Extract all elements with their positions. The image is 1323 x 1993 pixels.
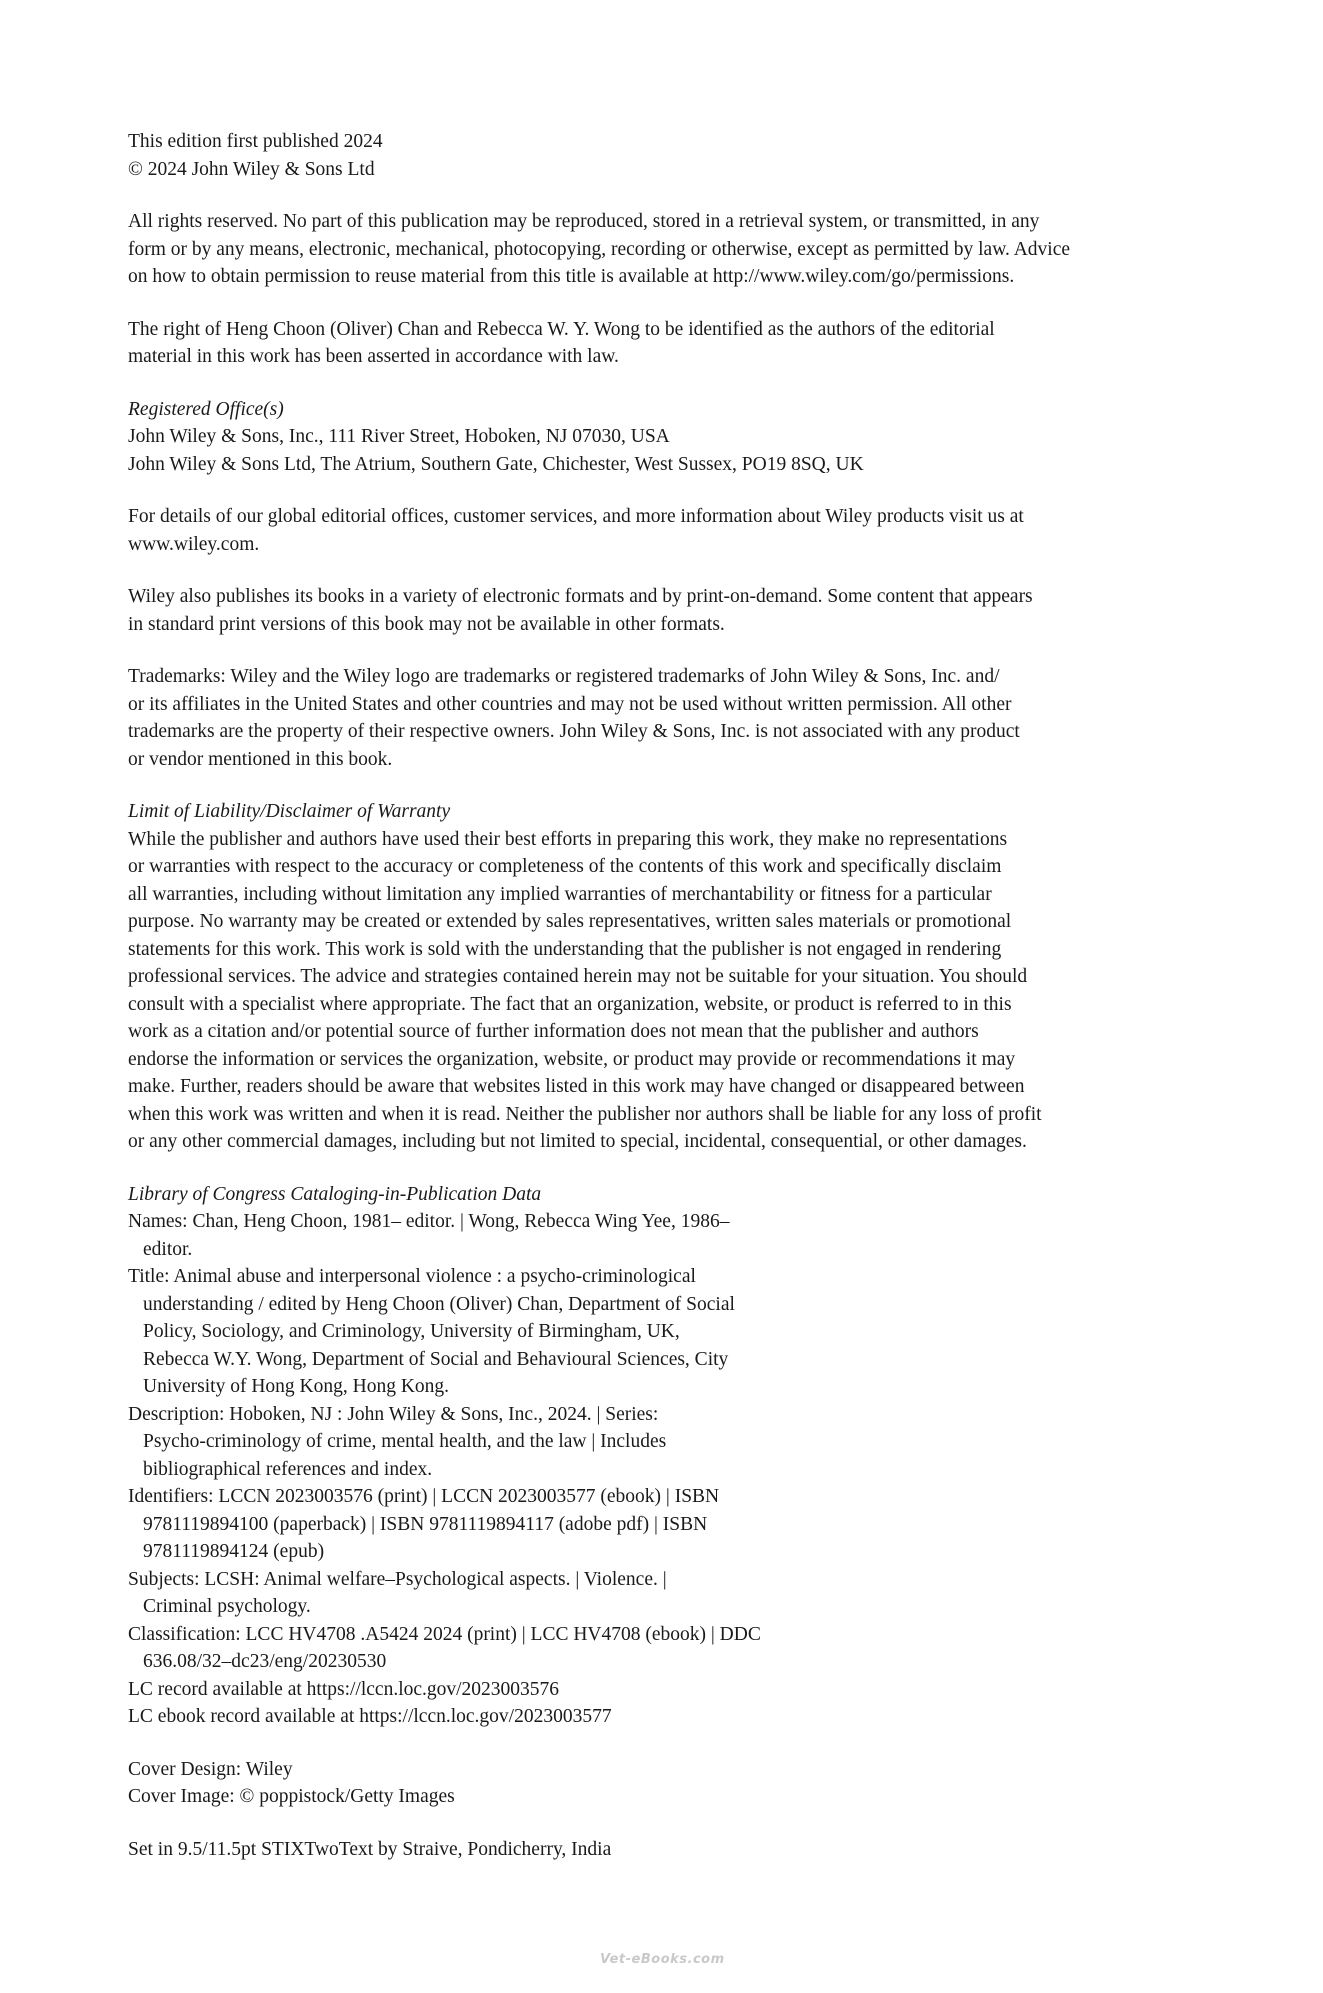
cip-entry-lc-record <box>128 1676 1188 1704</box>
rights-line: on how to obtain permission to reuse material from this title is available at http://www.wiley.com/go/permissions. <box>128 266 1015 287</box>
cip-entry-identifiers <box>128 1483 1188 1566</box>
copyright-page <box>128 128 1188 1888</box>
liability-line: make. Further, readers should be aware that websites listed in this work may have changed or disappeared between <box>128 1076 1025 1097</box>
trademarks-paragraph <box>128 663 1188 773</box>
cip-entry-description <box>128 1401 1188 1484</box>
cip-entry-title <box>128 1263 1188 1401</box>
cip-entry-continuation: University of Hong Kong, Hong Kong. <box>143 1376 450 1397</box>
cip-entry-continuation: 636.08/32–dc23/eng/20230530 <box>143 1651 387 1672</box>
cip-entry-continuation: bibliographical references and index. <box>143 1458 433 1480</box>
cip-entry-continuation: editor. <box>143 1238 193 1260</box>
trademarks-line: Trademarks: Wiley and the Wiley logo are trademarks or registered trademarks of John Wiley & Sons, Inc. and/ <box>128 666 1000 687</box>
liability-line: work as a citation and/or potential source of further information does not mean that the publisher and authors <box>128 1021 979 1042</box>
trademarks-line: or its affiliates in the United States and other countries and may not be used without written permission. All other <box>128 693 1012 715</box>
cip-block <box>128 1181 1188 1731</box>
office-address-uk: John Wiley & Sons Ltd, The Atrium, Southern Gate, Chichester, West Sussex, PO19 8SQ, UK <box>128 453 864 475</box>
formats-line: in standard print versions of this book may not be available in other formats. <box>128 613 725 635</box>
cip-entry-continuation: 9781119894124 (epub) <box>143 1541 325 1562</box>
trademarks-line: or vendor mentioned in this book. <box>128 748 393 770</box>
cip-entry-continuation: understanding / edited by Heng Choon (Oliver) Chan, Department of Social <box>143 1293 735 1315</box>
cip-entry-first-line: Identifiers: LCCN 2023003576 (print) | LCCN 2023003577 (ebook) | ISBN <box>128 1486 720 1507</box>
liability-block <box>128 798 1188 1156</box>
liability-line: consult with a specialist where appropriate. The fact that an organization, website, or product is referred to in this <box>128 993 1012 1015</box>
liability-heading: Limit of Liability/Disclaimer of Warranty <box>128 801 451 822</box>
authors-right-line: material in this work has been asserted in accordance with law. <box>128 346 619 367</box>
rights-paragraph <box>128 208 1188 291</box>
typeset-line: Set in 9.5/11.5pt STIXTwoText by Straive, Pondicherry, India <box>128 1838 612 1860</box>
cip-entry-first-line: Subjects: LCSH: Animal welfare–Psychological aspects. | Violence. | <box>128 1568 667 1590</box>
watermark-logo: Vet-eBooks.com <box>600 1952 725 1967</box>
cip-entry-continuation: Criminal psychology. <box>143 1596 311 1617</box>
liability-line: purpose. No warranty may be created or extended by sales representatives, written sales materials or promotional <box>128 911 1012 932</box>
liability-line: or any other commercial damages, including but not limited to special, incidental, consequential, or other damages. <box>128 1131 1027 1152</box>
cip-entry-first-line: Classification: LCC HV4708 .A5424 2024 (print) | LCC HV4708 (ebook) | DDC <box>128 1623 761 1645</box>
cip-entry-classification <box>128 1621 1188 1676</box>
details-line: For details of our global editorial offices, customer services, and more information about Wiley products visit us at <box>128 506 1024 527</box>
edition-line: This edition first published 2024 <box>128 131 383 152</box>
trademarks-line: trademarks are the property of their respective owners. John Wiley & Sons, Inc. is not associated with any product <box>128 721 1020 742</box>
cip-entry-continuation: Psycho-criminology of crime, mental health, and the law | Includes <box>143 1431 667 1452</box>
cip-entry-continuation: Policy, Sociology, and Criminology, University of Birmingham, UK, <box>143 1321 680 1342</box>
edition-block <box>128 128 1188 183</box>
rights-line: All rights reserved. No part of this publication may be reproduced, stored in a retrieval system, or transmitted, in any <box>128 211 1040 232</box>
cip-entry-subjects <box>128 1566 1188 1621</box>
rights-line: form or by any means, electronic, mechanical, photocopying, recording or otherwise, except as permitted by law. Advice <box>128 238 1070 260</box>
cover-block <box>128 1756 1188 1811</box>
liability-line: when this work was written and when it is read. Neither the publisher nor authors shall be liable for any loss of profit <box>128 1103 1042 1125</box>
cip-entry-first-line: Title: Animal abuse and interpersonal violence : a psycho-criminological <box>128 1266 696 1287</box>
cover-design: Cover Design: Wiley <box>128 1758 293 1780</box>
cip-entry-first-line: Description: Hoboken, NJ : John Wiley & Sons, Inc., 2024. | Series: <box>128 1403 659 1425</box>
details-paragraph <box>128 503 1188 558</box>
cip-entry-lc-ebook-record <box>128 1703 1188 1731</box>
cip-entry-first-line: LC record available at https://lccn.loc.gov/2023003576 <box>128 1678 560 1700</box>
cip-entry-first-line: Names: Chan, Heng Choon, 1981– editor. | Wong, Rebecca Wing Yee, 1986– <box>128 1211 730 1232</box>
formats-line: Wiley also publishes its books in a variety of electronic formats and by print-on-demand. Some content that appears <box>128 586 1033 607</box>
liability-line: all warranties, including without limitation any implied warranties of merchantability or fitness for a particular <box>128 883 992 905</box>
cip-entry-continuation: Rebecca W.Y. Wong, Department of Social and Behavioural Sciences, City <box>143 1348 729 1370</box>
cip-entry-first-line: LC ebook record available at https://lccn.loc.gov/2023003577 <box>128 1706 612 1727</box>
formats-paragraph <box>128 583 1188 638</box>
registered-office-block <box>128 396 1188 479</box>
cover-image: Cover Image: © poppistock/Getty Images <box>128 1786 455 1807</box>
typeset-block <box>128 1836 1188 1864</box>
cip-heading: Library of Congress Cataloging-in-Publication Data <box>128 1183 542 1205</box>
copyright-line: © 2024 John Wiley & Sons Ltd <box>128 158 375 180</box>
cip-entry-names <box>128 1208 1188 1263</box>
registered-office-heading: Registered Office(s) <box>128 398 284 420</box>
cip-entry-continuation: 9781119894100 (paperback) | ISBN 9781119894117 (adobe pdf) | ISBN <box>143 1513 708 1535</box>
liability-line: endorse the information or services the organization, website, or product may provide or recommendations it may <box>128 1048 1016 1070</box>
details-line: www.wiley.com. <box>128 533 260 555</box>
liability-line: statements for this work. This work is sold with the understanding that the publisher is not engaged in rendering <box>128 938 1002 960</box>
authors-right-paragraph <box>128 316 1188 371</box>
office-address-us: John Wiley & Sons, Inc., 111 River Street, Hoboken, NJ 07030, USA <box>128 426 670 447</box>
authors-right-line: The right of Heng Choon (Oliver) Chan and Rebecca W. Y. Wong to be identified as the authors of the editorial <box>128 318 995 340</box>
liability-line: or warranties with respect to the accuracy or completeness of the contents of this work and specifically disclaim <box>128 856 1002 877</box>
liability-line: While the publisher and authors have used their best efforts in preparing this work, they make no representations <box>128 828 1008 850</box>
liability-line: professional services. The advice and strategies contained herein may not be suitable for your situation. You should <box>128 966 1028 987</box>
